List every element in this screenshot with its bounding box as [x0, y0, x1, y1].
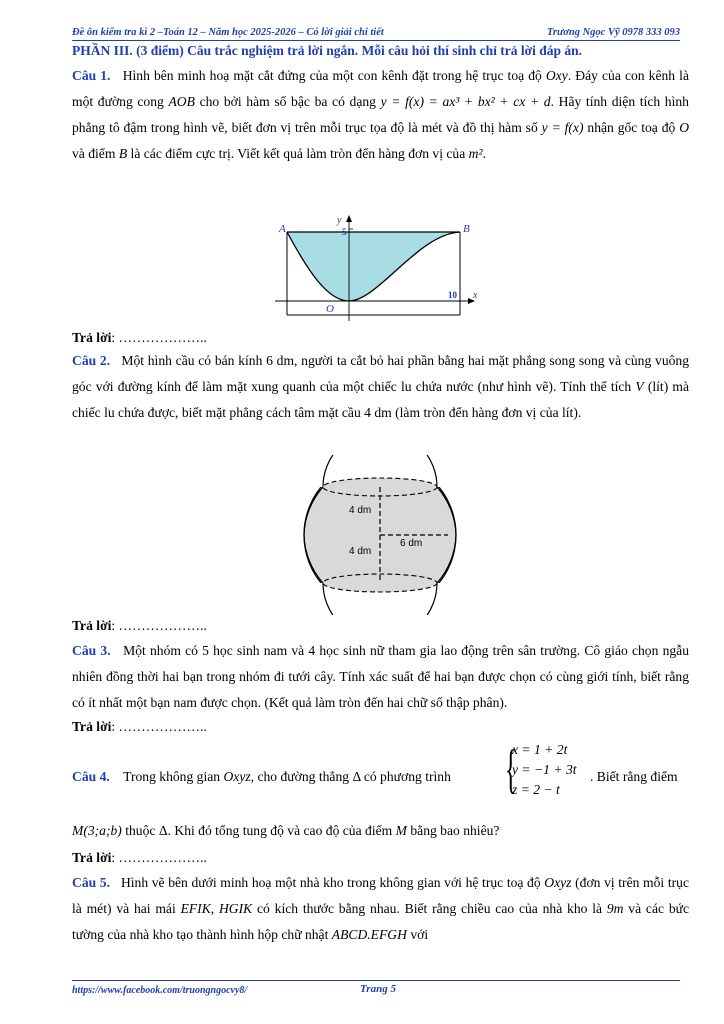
answer-dots: : ……………….. [111, 330, 207, 345]
q5-roofs: EFIK, HGIK [180, 901, 253, 916]
label-top-4dm: 4 dm [349, 505, 372, 516]
label-o: O [326, 303, 334, 315]
q1-text-4: . Hãy tính diện tích hình phẳng tô đậm trong hình vẽ, biết đơn vị trên mỗi trục tọa độ là mét và đồ thị hàm số [72, 94, 689, 135]
y-axis-arrow [346, 215, 352, 222]
q3-text-1: Một nhóm có 5 học sinh nam và 4 học sinh nữ tham gia lao động trên sân trường. Cô giáo chọn ngẫu nhiên đồng thời hai bạn trong nhóm đi tưới cây. Tính xác suất để hai bạn được chọn có cùng giới tính, biết rằng có ít nhất một bạn nam được chọn. (Kết quả làm tròn đến hai chữ số thập phân). [72, 643, 689, 710]
question-2 [72, 348, 689, 426]
question-4-line-2 [72, 818, 689, 844]
q1-text-3: cho bởi hàm số bậc ba có dạng [199, 94, 376, 109]
q1-aob: AOB [168, 94, 195, 109]
q1-text-8: . [482, 146, 486, 161]
label-radius-6dm: 6 dm [400, 538, 423, 549]
q2-text-1: Một hình cầu có bán kính 6 dm, người ta cắt bỏ hai phần bằng hai mặt phẳng song song và cùng vuông góc với đường kính để làm mặt xung quanh của một chiếc lu chứa nước (như hình vẽ). Tính thể tích [72, 353, 690, 394]
answer-label: Trả lời [72, 330, 112, 345]
label-ten: 10 [448, 290, 457, 300]
q5-box: ABCD.EFGH [331, 927, 407, 942]
equation-x: x = 1 + 2t [512, 742, 568, 757]
q1-point-b: B [118, 146, 128, 161]
question-4-label: Câu 4. [72, 769, 110, 784]
q4-text-4: thuộc Δ. Khi đó tổng tung độ và cao độ của điểm [125, 823, 393, 838]
part-title: PHẦN III. (3 điểm) Câu trắc nghiệm trả lời ngắn. Mỗi câu hỏi thí sinh chỉ trả lời đáp án. [72, 43, 582, 58]
header-author: Trương Ngọc Vỹ 0978 333 093 [546, 27, 680, 38]
q1-text-7: là các điểm cực trị. Viết kết quả làm tròn đến hàng đơn vị của [130, 146, 466, 161]
footer-divider [72, 980, 680, 981]
q1-text-2: . Đáy của con kênh là một đường cong [72, 68, 689, 109]
q5-oxyz: Oxyz [544, 875, 572, 890]
question-4-line-1 [72, 764, 507, 790]
answer-label: Trả lời [72, 618, 112, 633]
q5-text-4: và các bức tường của nhà kho tạo thành hình hộp chữ nhật [72, 901, 690, 942]
question-4-line-1-end [590, 764, 690, 790]
q2-text-2: (lít) mà chiếc lu chứa được, biết mặt phẳng cách tâm mặt cầu 4 dm (làm tròn đến hàng đơn vị của lít). [72, 379, 689, 420]
answer-dots: : ……………….. [111, 850, 207, 865]
canal-cross-section-figure [270, 209, 485, 324]
answer-line-2 [72, 618, 207, 634]
header-divider [72, 40, 680, 41]
q5-height: 9m [606, 901, 624, 916]
label-y: y [337, 215, 342, 226]
label-x: x [473, 290, 478, 301]
equation-z: z = 2 − t [512, 782, 560, 797]
q1-origin: O [679, 120, 690, 135]
q2-volume-symbol: V [635, 379, 644, 394]
answer-label: Trả lời [72, 850, 112, 865]
q4-point: M(3;a;b) [72, 823, 122, 838]
page-header [72, 27, 680, 41]
q1-text-1: Hình bên minh hoạ mặt cắt đứng của một con kênh đặt trong hệ trục toạ độ [122, 68, 542, 83]
question-1-label: Câu 1. [72, 68, 111, 83]
q1-yfx: y = f(x) [541, 120, 584, 135]
q1-function: y = f(x) = ax³ + bx² + cx + d [380, 94, 551, 109]
question-3-label: Câu 3. [72, 643, 111, 658]
footer-link[interactable]: https://www.facebook.com/truongngocvy8/ [72, 985, 248, 996]
question-1 [72, 63, 689, 167]
label-bottom-4dm: 4 dm [349, 546, 372, 557]
q5-text-2: (đơn vị trên mỗi trục là mét) và hai mái [72, 875, 689, 916]
q1-text-5: nhận gốc toạ độ [587, 120, 676, 135]
q4-text-1: Trong không gian [123, 769, 221, 784]
answer-line-3 [72, 719, 207, 735]
label-b: B [463, 223, 470, 235]
question-2-label: Câu 2. [72, 353, 111, 368]
q1-text-6: và điểm [72, 146, 116, 161]
q4-text-3: . Biết rằng điểm [590, 769, 678, 784]
q4-text-2: , cho đường thẳng Δ có phương trình [250, 769, 451, 784]
answer-line-4 [72, 850, 207, 866]
answer-dots: : ……………….. [111, 719, 207, 734]
line-equation-system [512, 740, 577, 800]
label-five: 5 [342, 227, 347, 237]
q4-m: M [395, 823, 407, 838]
q5-text-3: có kích thước bằng nhau. Biết rằng chiều cao của nhà kho là [257, 901, 603, 916]
q5-text-1: Hình vẽ bên dưới minh hoạ một nhà kho trong không gian với hệ trục toạ độ [120, 875, 541, 890]
system-brace: { [505, 739, 517, 799]
answer-dots: : ……………….. [111, 618, 207, 633]
question-5-label: Câu 5. [72, 875, 111, 890]
answer-label: Trả lời [72, 719, 112, 734]
question-3 [72, 638, 689, 716]
q4-text-5: bằng bao nhiêu? [410, 823, 500, 838]
q4-oxyz: Oxyz [223, 769, 251, 784]
label-a: A [279, 223, 286, 235]
page-number: Trang 5 [360, 983, 396, 995]
answer-line-1 [72, 330, 207, 346]
q1-oxy: Oxy [545, 68, 568, 83]
q5-text-5: với [410, 927, 429, 942]
sphere-jar-figure [300, 455, 460, 615]
equation-y: y = −1 + 3t [512, 762, 577, 777]
q1-unit: m² [468, 146, 483, 161]
header-title: Đề ôn kiểm tra kì 2 –Toán 12 – Năm học 2025-2026 – Có lời giải chi tiết [72, 27, 384, 38]
question-5 [72, 870, 689, 948]
